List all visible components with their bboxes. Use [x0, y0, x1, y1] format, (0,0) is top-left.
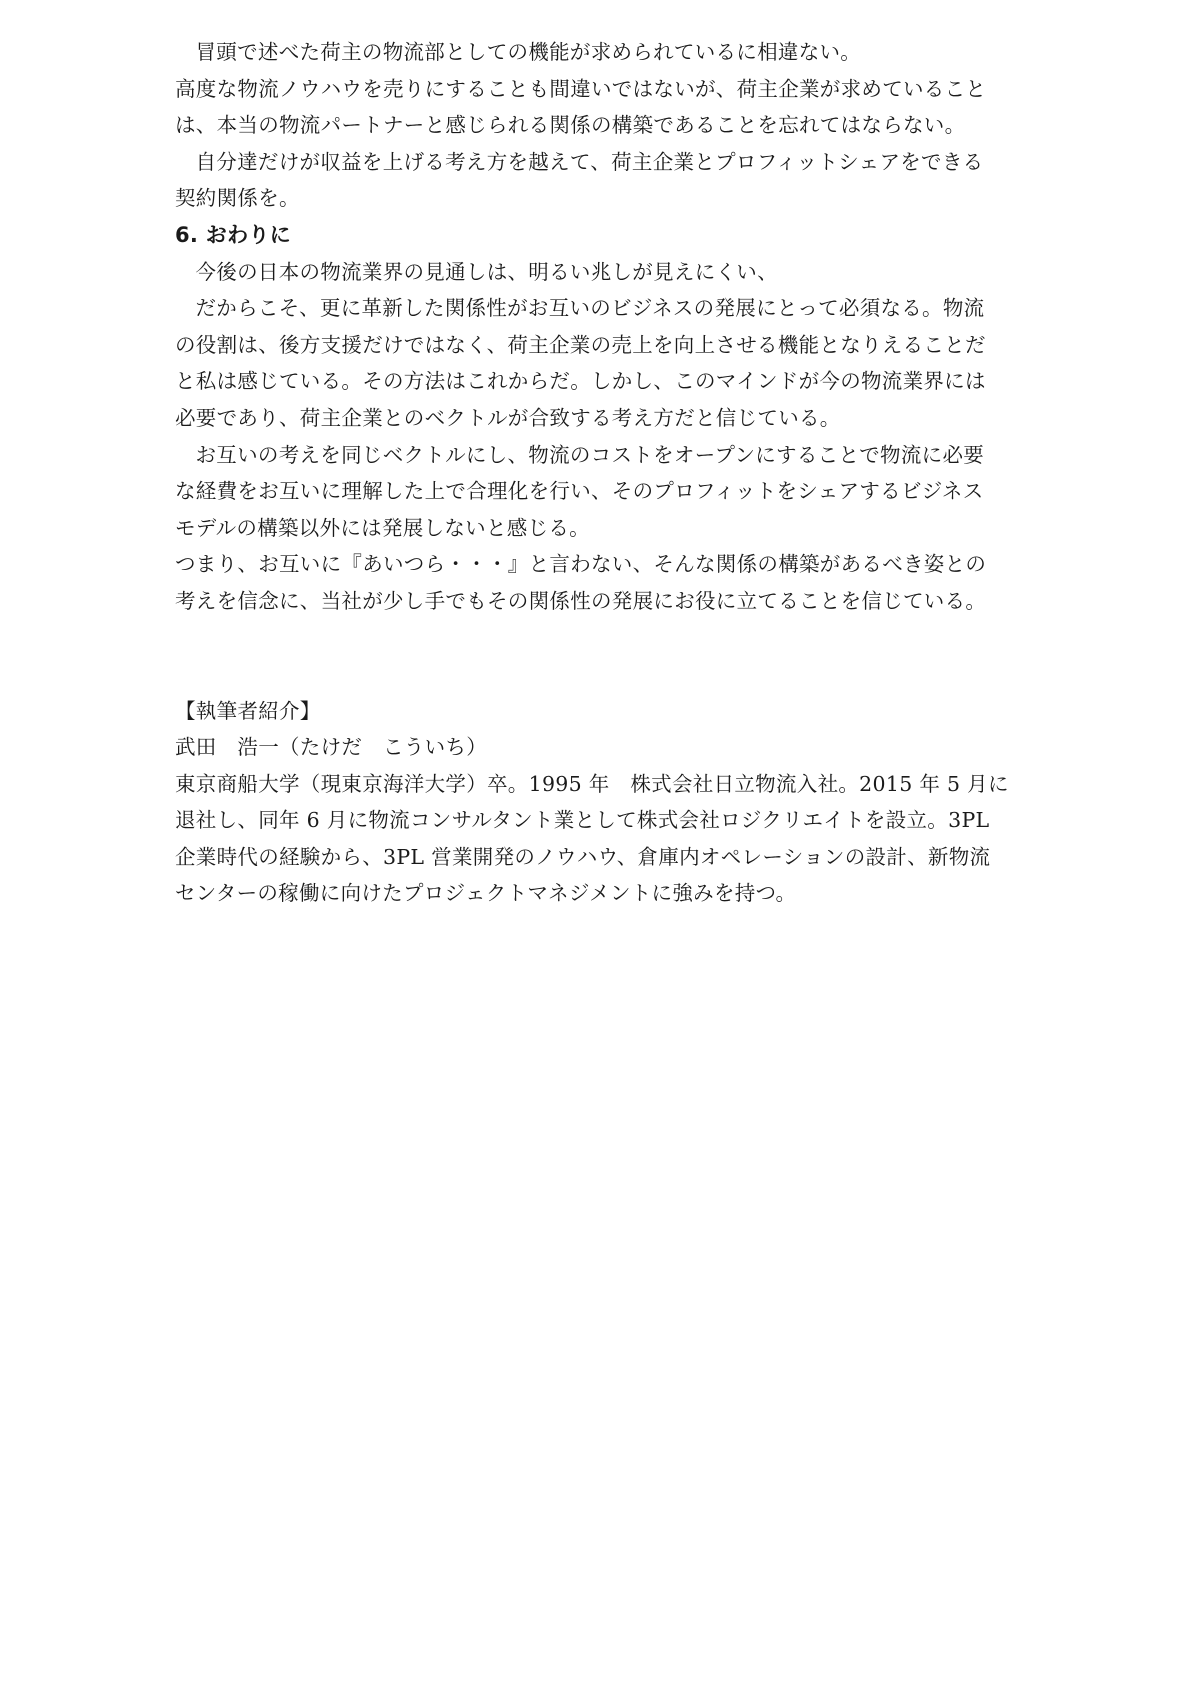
- intro-paragraph-1: [175, 34, 1035, 71]
- text-line: 企業時代の経験から、3PL 営業開発のノウハウ、倉庫内オペレーションの設計、新物流: [175, 844, 991, 869]
- text-line: 必要であり、荷主企業とのベクトルが合致する考え方だと信じている。: [175, 405, 841, 430]
- author-heading: 【執筆者紹介】: [175, 698, 321, 723]
- text-line: 退社し、同年 6 月に物流コンサルタント業として株式会社ロジクリエイトを設立。3PL: [175, 808, 990, 833]
- text-line: 今後の日本の物流業界の見通しは、明るい兆しが見えにくい、: [195, 259, 778, 284]
- text-line: 高度な物流ノウハウを売りにすることも間違いではないが、荷主企業が求めていること: [175, 76, 987, 101]
- text-line: な経費をお互いに理解した上で合理化を行い、そのプロフィットをシェアするビジネス: [175, 479, 984, 504]
- text-line: 自分達だけが収益を上げる考え方を越えて、荷主企業とプロフィットシェアをできる: [195, 149, 984, 174]
- conclusion-paragraph-4: [175, 546, 1035, 619]
- spacer: [175, 620, 1035, 693]
- conclusion-paragraph-2: [175, 290, 1035, 436]
- section-heading: 6. おわりに: [175, 222, 291, 247]
- intro-paragraph-2: [175, 71, 1035, 144]
- text-line: 東京商船大学（現東京海洋大学）卒。1995 年 株式会社日立物流入社。2015 年 5 月に: [175, 771, 1009, 796]
- author-name: 武田 浩一（たけだ こういち）: [175, 735, 487, 760]
- text-line: つまり、お互いに『あいつら・・・』と言わない、そんな関係の構築があるべき姿との: [175, 552, 987, 577]
- text-line: モデルの構築以外には発展しないと感じる。: [175, 515, 590, 540]
- author-bio: [175, 766, 1035, 912]
- text-line: と私は感じている。その方法はこれからだ。しかし、このマインドが今の物流業界には: [175, 369, 986, 394]
- text-line: センターの稼働に向けたプロジェクトマネジメントに強みを持つ。: [175, 881, 797, 906]
- document-page: [175, 34, 1035, 912]
- conclusion-paragraph-3: [175, 437, 1035, 547]
- intro-paragraph-3: [175, 144, 1035, 217]
- text-line: の役割は、後方支援だけではなく、荷主企業の売上を向上させる機能となりえることだ: [175, 332, 986, 357]
- text-line: は、本当の物流パートナーと感じられる関係の構築であることを忘れてはならない。: [175, 113, 966, 138]
- text-line: お互いの考えを同じベクトルにし、物流のコストをオープンにすることで物流に必要: [195, 442, 985, 467]
- conclusion-paragraph-1: [175, 254, 1035, 291]
- text-line: 冒頭で述べた荷主の物流部としての機能が求められているに相違ない。: [195, 40, 862, 64]
- text-line: 考えを信念に、当社が少し手でもその関係性の発展にお役に立てることを信じている。: [175, 588, 987, 613]
- text-line: だからこそ、更に革新した関係性がお互いのビジネスの発展にとって必須なる。物流: [195, 296, 985, 321]
- text-line: 契約関係を。: [175, 186, 300, 211]
